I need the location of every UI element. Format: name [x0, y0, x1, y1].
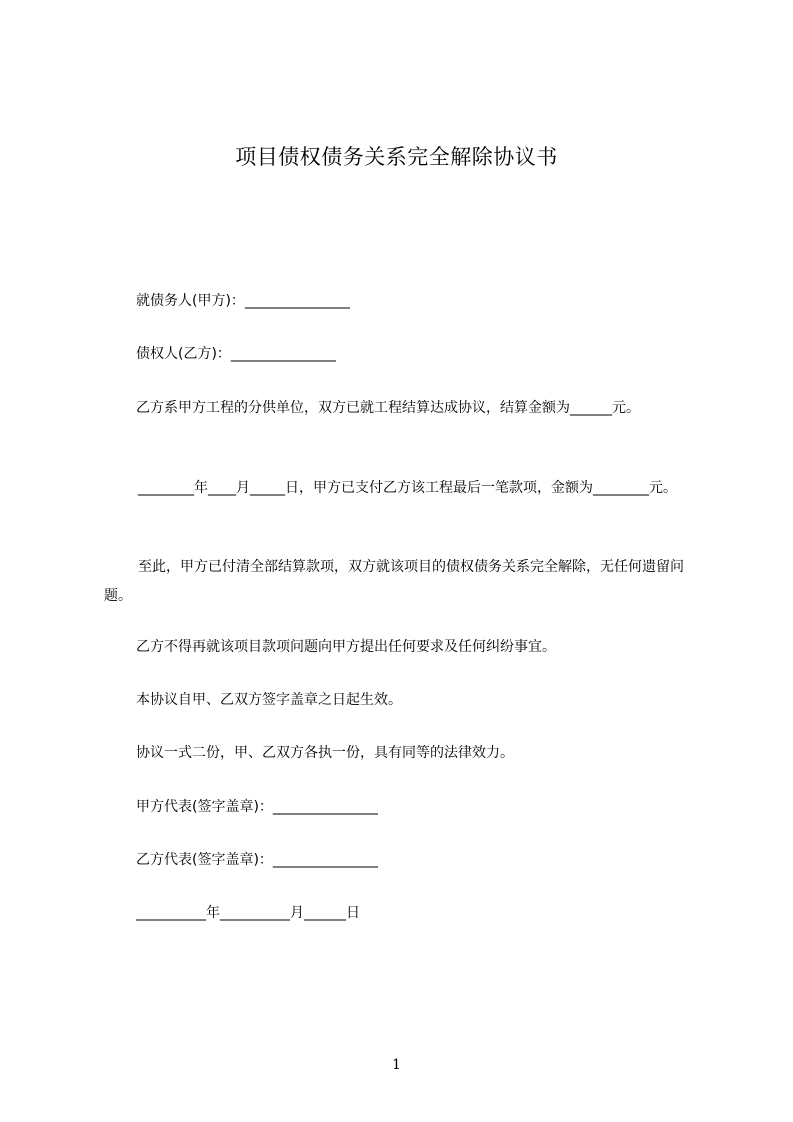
document-title: 项目债权债务关系完全解除协议书: [235, 145, 558, 169]
effective-date-paragraph: 本协议自甲、乙双方签字盖章之日起生效。: [136, 692, 402, 708]
party-b-signature-field: 乙方代表(签字盖章)：_______________: [136, 852, 378, 868]
page-number: 1: [392, 1057, 401, 1073]
party-a-signature-field: 甲方代表(签字盖章)：_______________: [136, 799, 378, 815]
final-payment-paragraph: ________年____月_____日，甲方已支付乙方该工程最后一笔款项，金额为________元。: [138, 480, 677, 496]
creditor-field: 债权人(乙方)：_______________: [136, 346, 336, 362]
debt-cleared-paragraph: 至此，甲方已付清全部结算款项，双方就该项目的债权债务关系完全解除，无任何遗留问题。: [104, 559, 684, 604]
signing-date-field: __________年__________月______日: [136, 905, 360, 921]
settlement-paragraph: 乙方系甲方工程的分供单位，双方已就工程结算达成协议，结算金额为______元。: [136, 400, 640, 416]
debtor-field: 就债务人(甲方)：_______________: [136, 293, 350, 309]
no-further-claims-paragraph: 乙方不得再就该项目款项问题向甲方提出任何要求及任何纠纷事宜。: [136, 639, 556, 655]
copies-paragraph: 协议一式二份，甲、乙双方各执一份，具有同等的法律效力。: [136, 745, 514, 761]
